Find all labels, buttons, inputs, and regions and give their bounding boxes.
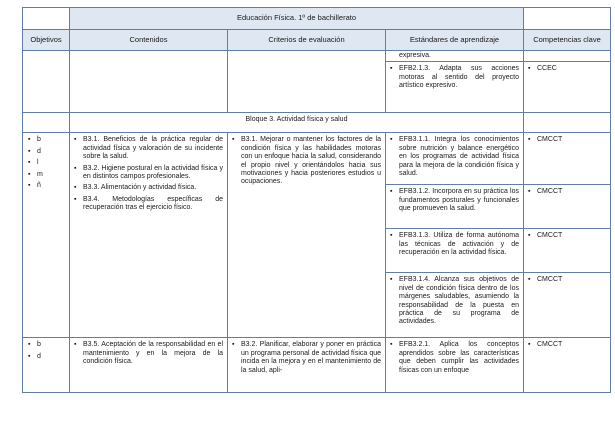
competencia-text: ▪ CMCCT [528, 136, 606, 144]
objetivo-item: ▪ b [28, 341, 65, 349]
estandar-cell [386, 338, 524, 393]
contenido-item: ▪ B3.5. Aceptación de la responsabilidad en el mantenimiento y en la mejora de la condición física. [74, 341, 223, 366]
contenido-item: ▪ B3.3. Alimentación y actividad física. [74, 184, 223, 192]
competencia-text: ▪ CMCCT [528, 276, 606, 284]
estandar-text: expresiva. [399, 52, 431, 59]
block-title-row [23, 113, 611, 133]
table-title: Educación Física. 1º de bachillerato [70, 8, 524, 30]
estandar-cell [386, 273, 524, 338]
contenidos-cell [70, 51, 228, 113]
competencia-cell [524, 229, 611, 273]
table-row [23, 338, 611, 393]
estandar-text: ▪ EFB3.2.1. Aplica los conceptos aprendidos sobre las características que deben cumplir las actividades físicas con un enfoque [390, 341, 519, 375]
competencia-cell [524, 273, 611, 338]
criterios-cell [228, 133, 386, 338]
contenidos-cell [70, 338, 228, 393]
criterio-item: ▪ B3.2. Planificar, elaborar y poner en práctica un programa personal de actividad física que incida en la mejora y en el mantenimiento de la salud, apli- [232, 341, 381, 375]
competencia-text: ▪ CMCCT [528, 341, 606, 349]
curriculum-table [22, 7, 611, 393]
contenido-item: ▪ B3.2. Higiene postural en la actividad física y en distintos campos profesionales. [74, 165, 223, 182]
header-criterios: Criterios de evaluación [228, 30, 386, 51]
objetivo-item: ▪ d [28, 148, 65, 156]
estandar-text: ▪ EFB3.1.2. Incorpora en su práctica los fundamentos posturales y funcionales que promueven la salud. [390, 188, 519, 213]
block-title: Bloque 3. Actividad física y salud [70, 113, 524, 133]
table-title-row [23, 8, 611, 30]
objetivo-item: ▪ b [28, 136, 65, 144]
header-estandares: Estándares de aprendizaje [386, 30, 524, 51]
competencia-cell [524, 62, 611, 113]
objetivo-item: ▪ d [28, 353, 65, 361]
table-header-row [23, 30, 611, 51]
competencia-cell [524, 133, 611, 185]
estandar-text: ▪ EFB3.1.3. Utiliza de forma autónoma las técnicas de activación y de recuperación en la actividad física. [390, 232, 519, 257]
block-blank-cell [23, 113, 70, 133]
competencia-cell [524, 51, 611, 62]
contenido-item: ▪ B3.4. Metodologías específicas de recuperación tras el ejercicio físico. [74, 196, 223, 213]
estandar-text: ▪ EFB2.1.3. Adapta sus acciones motoras al sentido del proyecto artístico expresivo. [390, 65, 519, 90]
table-row [23, 51, 611, 62]
estandar-text: ▪ EFB3.1.1. Integra los conocimientos sobre nutrición y balance energético en los programas de actividad física para la mejora de la condición física y salud. [390, 136, 519, 178]
contenido-item: ▪ B3.1. Beneficios de la práctica regular de actividad física y valoración de su incidente sobre la salud. [74, 136, 223, 161]
objetivo-item: ▪ m [28, 171, 65, 179]
objetivos-cell [23, 133, 70, 338]
header-blank-cell [23, 8, 70, 30]
competencia-text: ▪ CCEC [528, 65, 606, 73]
criterios-cell [228, 338, 386, 393]
header-objetivos: Objetivos [23, 30, 70, 51]
estandar-cell [386, 51, 524, 62]
objetivos-cell [23, 338, 70, 393]
estandar-cell [386, 229, 524, 273]
header-blank-cell [524, 8, 611, 30]
competencia-cell [524, 185, 611, 229]
criterios-cell [228, 51, 386, 113]
table-row [23, 133, 611, 185]
competencia-cell [524, 338, 611, 393]
estandar-text: ▪ EFB3.1.4. Alcanza sus objetivos de nivel de condición física dentro de los márgenes saludables, asumiendo la responsabilidad de la puesta en práctica de su programa de actividades. [390, 276, 519, 326]
estandar-cell [386, 62, 524, 113]
estandar-cell [386, 133, 524, 185]
contenidos-cell [70, 133, 228, 338]
competencia-text: ▪ CMCCT [528, 188, 606, 196]
estandar-cell [386, 185, 524, 229]
objetivo-item: ▪ l [28, 159, 65, 167]
criterio-item: ▪ B3.1. Mejorar o mantener los factores de la condición física y las habilidades motoras con un enfoque hacia la salud, considerando el propio nivel y orientándolos hacia sus motivaciones y hacia posteriores estudios u ocupaciones. [232, 136, 381, 186]
block-blank-cell [524, 113, 611, 133]
header-competencias: Competencias clave [524, 30, 611, 51]
competencia-text: ▪ CMCCT [528, 232, 606, 240]
objetivo-item: ▪ ñ [28, 182, 65, 190]
header-contenidos: Contenidos [70, 30, 228, 51]
objetivos-cell [23, 51, 70, 113]
